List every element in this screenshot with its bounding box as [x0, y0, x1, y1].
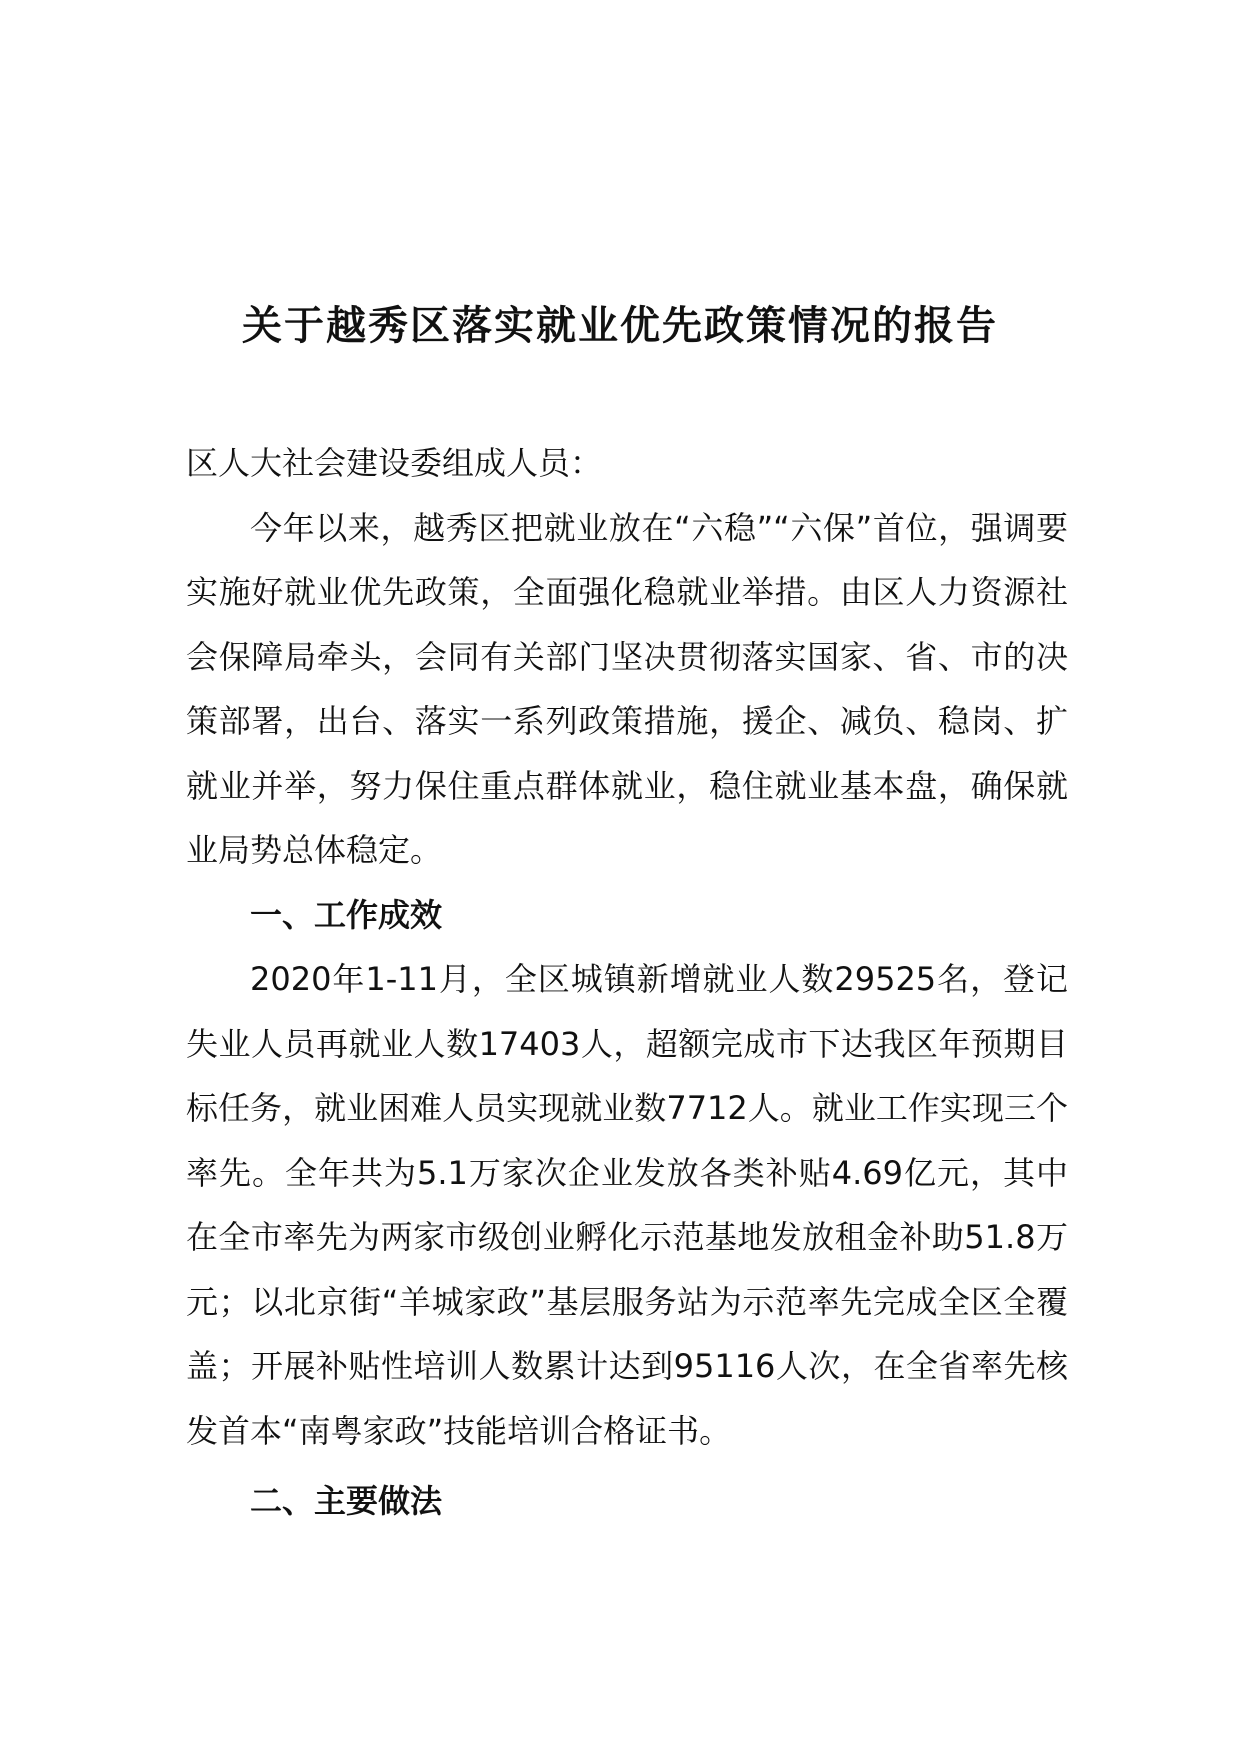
section-1-paragraph: 2020年1-11月，全区城镇新增就业人数29525名，登记失业人员再就业人数17403人，超额完成市下达我区年预期目标任务，就业困难人员实现就业数7712人。就业工作实现三个率先。全年共为5.1万家次企业发放各类补贴4.69亿元，其中在全市率先为两家市级创业孵化示范基地发放租金补助51.8万元；以北京街“羊城家政”基层服务站为示范率先完成全区全覆盖；开展补贴性培训人数累计达到95116人次，在全省率先核发首本“南粤家政”技能培训合格证书。: [186, 960, 1068, 1450]
section-2-heading: 二、主要做法: [250, 1482, 443, 1520]
salutation: 区人大社会建设委组成人员：: [186, 444, 603, 482]
section-1-heading: 一、工作成效: [250, 895, 443, 934]
intro-paragraph: 今年以来，越秀区把就业放在“六稳”“六保”首位，强调要实施好就业优先政策，全面强化稳就业举措。由区人力资源社会保障局牵头，会同有关部门坚决贯彻落实国家、省、市的决策部署，出台、落实一系列政策措施，援企、减负、稳岗、扩就业并举，努力保住重点群体就业，稳住就业基本盘，确保就业局势总体稳定。: [186, 508, 1068, 869]
document-body: [186, 431, 1068, 1534]
document-title: 关于越秀区落实就业优先政策情况的报告: [242, 303, 998, 349]
